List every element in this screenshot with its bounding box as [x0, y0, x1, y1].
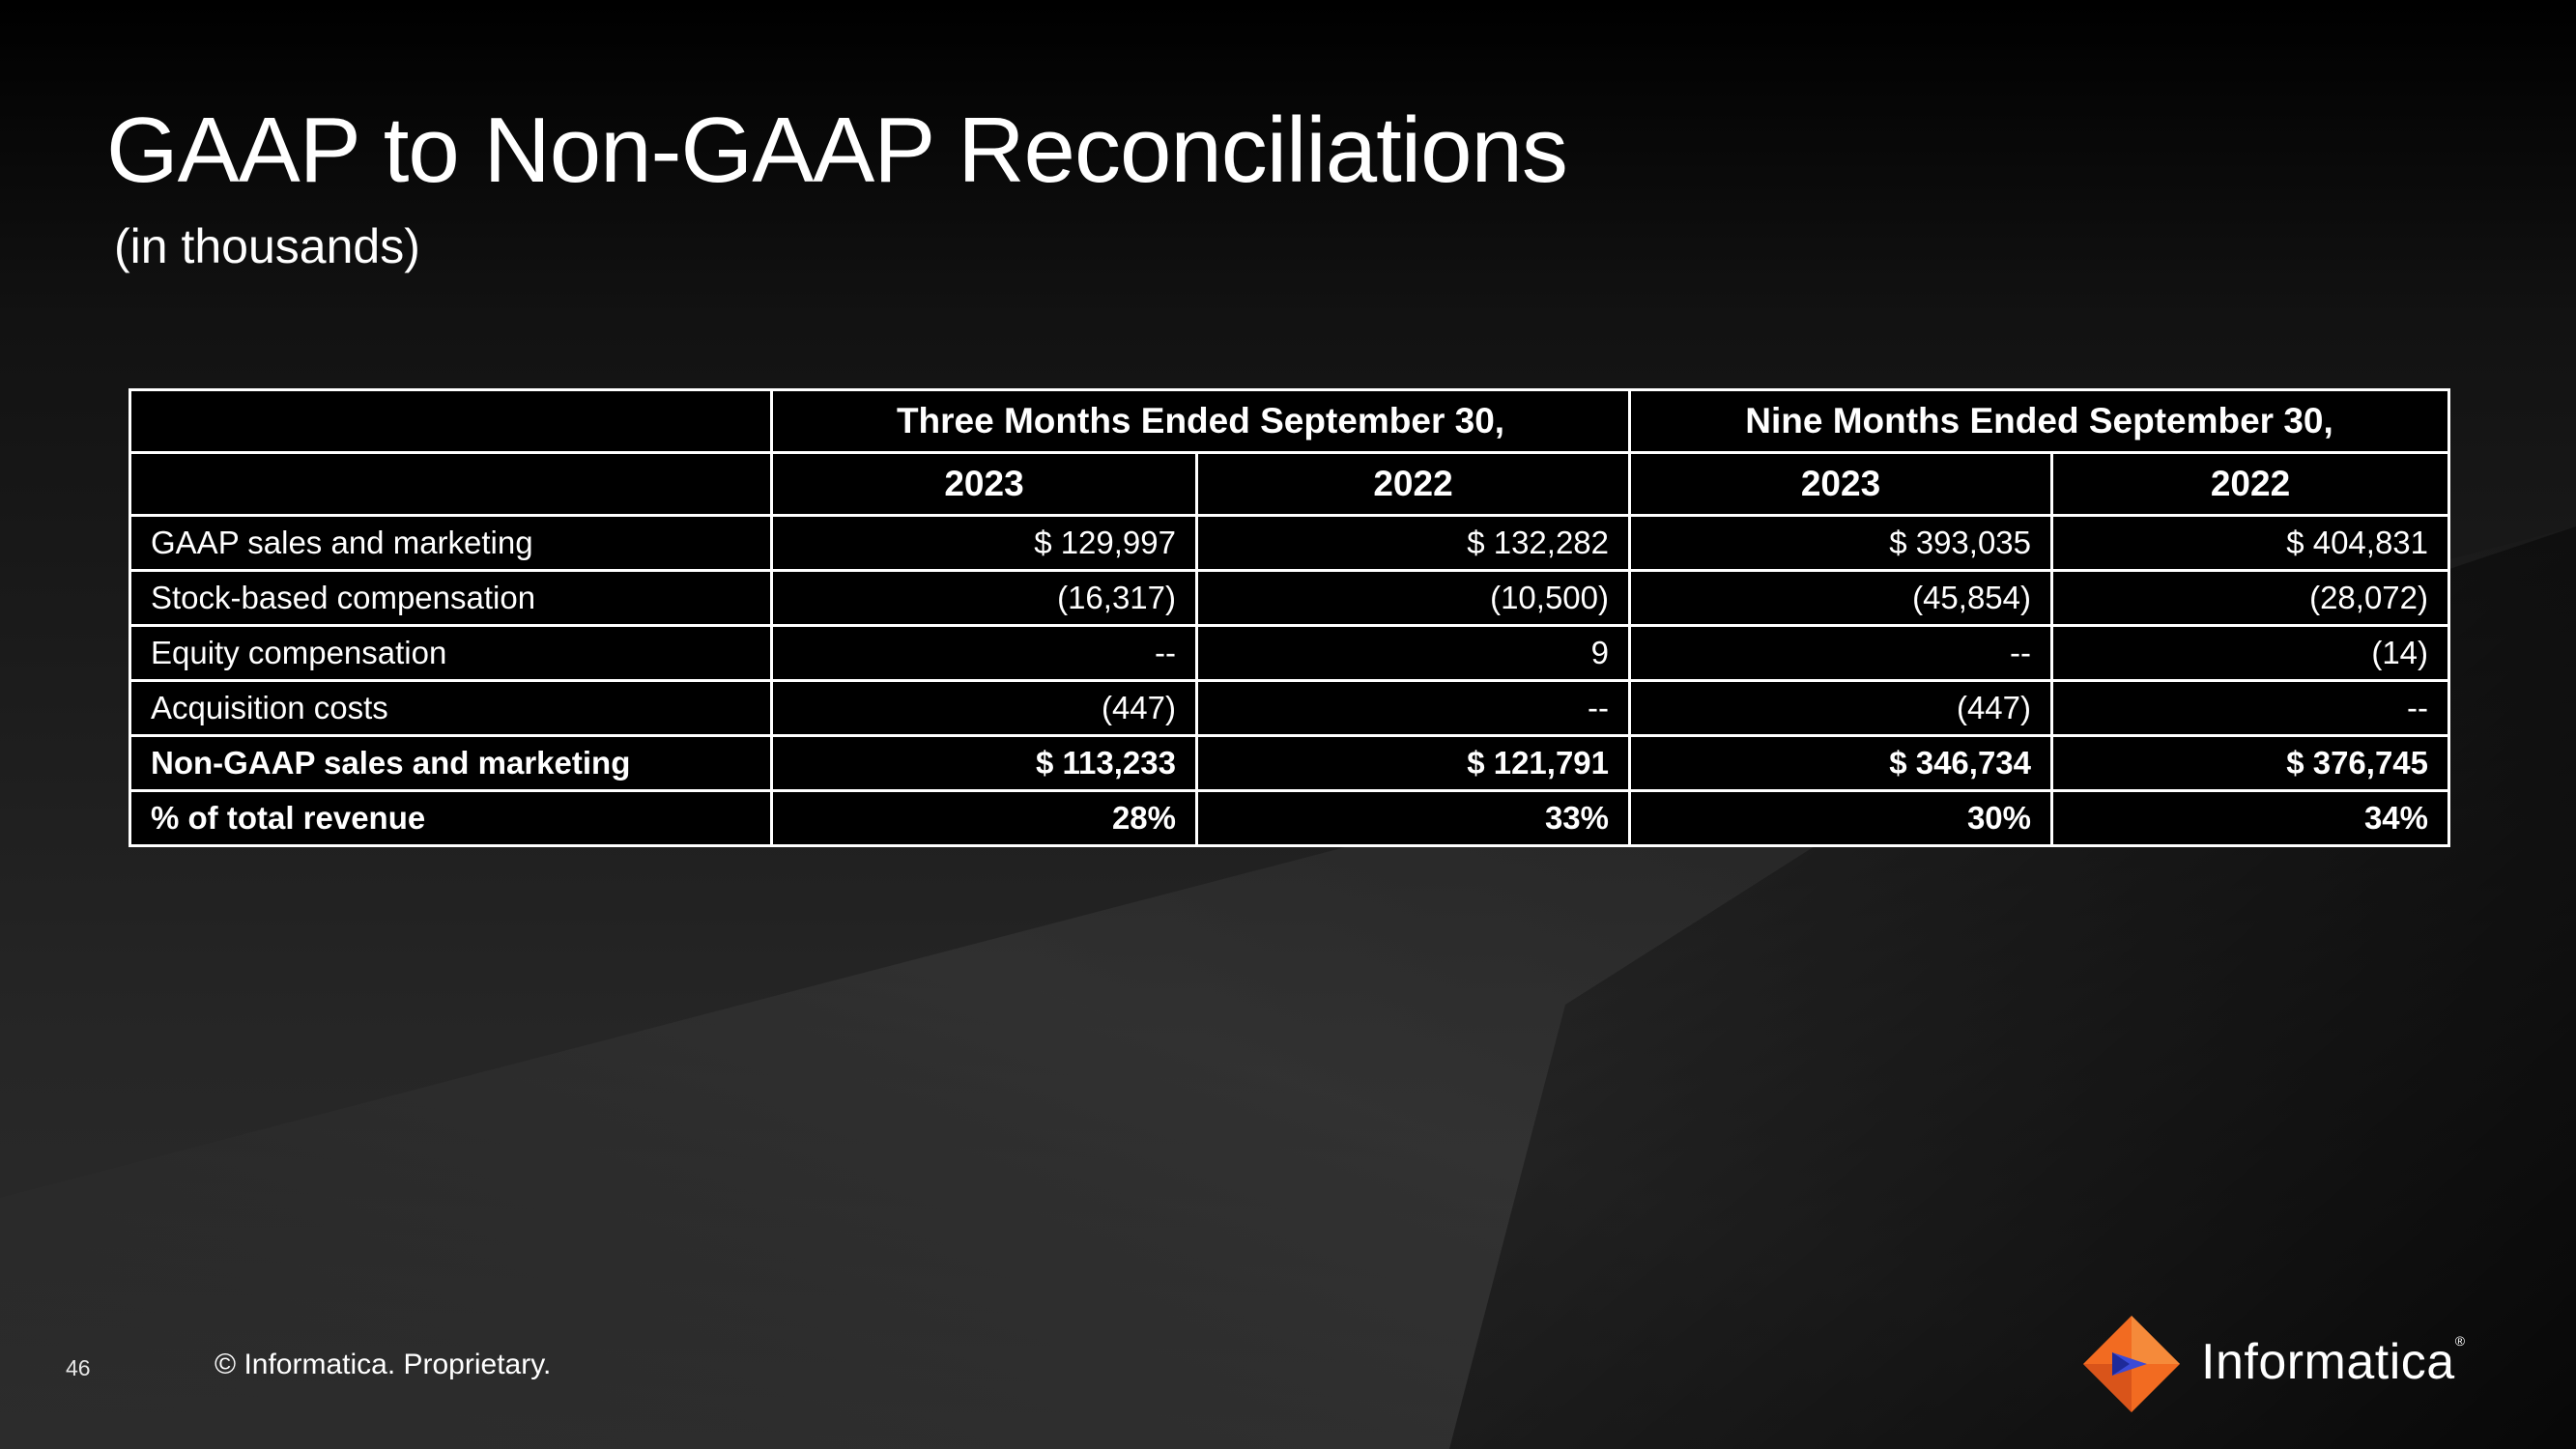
row-label: Acquisition costs — [130, 681, 772, 736]
row-value: (14) — [2052, 626, 2449, 681]
registered-mark: ® — [2454, 1333, 2466, 1349]
row-label: Stock-based compensation — [130, 571, 772, 626]
row-value: $ 346,734 — [1630, 736, 2052, 791]
year-header-empty-cell — [130, 453, 772, 516]
row-label: Equity compensation — [130, 626, 772, 681]
row-value: -- — [2052, 681, 2449, 736]
table-row — [130, 681, 2449, 736]
row-value: (10,500) — [1197, 571, 1630, 626]
row-label: GAAP sales and marketing — [130, 516, 772, 571]
row-value: (447) — [772, 681, 1197, 736]
year-header: 2023 — [1630, 453, 2052, 516]
header-empty-cell — [130, 390, 772, 453]
row-value: $ 404,831 — [2052, 516, 2449, 571]
copyright-notice: © Informatica. Proprietary. — [215, 1349, 552, 1380]
brand-name: Informatica — [2201, 1334, 2455, 1390]
row-value: -- — [1630, 626, 2052, 681]
row-value: 30% — [1630, 791, 2052, 846]
row-label: % of total revenue — [130, 791, 772, 846]
row-value: 34% — [2052, 791, 2449, 846]
row-value: -- — [1197, 681, 1630, 736]
brand-logo — [2083, 1316, 2470, 1412]
table-row-percent — [130, 791, 2449, 846]
three-months-header: Three Months Ended September 30, — [772, 390, 1630, 453]
row-value: 9 — [1197, 626, 1630, 681]
informatica-logo-icon — [2083, 1316, 2180, 1412]
page-subtitle: (in thousands) — [114, 219, 420, 273]
year-header: 2022 — [2052, 453, 2449, 516]
table-row — [130, 571, 2449, 626]
reconciliation-table-container — [129, 388, 2447, 847]
year-header-row — [130, 453, 2449, 516]
table-row-total — [130, 736, 2449, 791]
page-title: GAAP to Non-GAAP Reconciliations — [106, 99, 1567, 202]
row-value: (45,854) — [1630, 571, 2052, 626]
nine-months-header: Nine Months Ended September 30, — [1630, 390, 2449, 453]
reconciliation-table — [129, 388, 2450, 847]
row-value: $ 129,997 — [772, 516, 1197, 571]
row-value: $ 121,791 — [1197, 736, 1630, 791]
row-value: $ 376,745 — [2052, 736, 2449, 791]
row-label: Non-GAAP sales and marketing — [130, 736, 772, 791]
year-header: 2023 — [772, 453, 1197, 516]
row-value: (447) — [1630, 681, 2052, 736]
row-value: 33% — [1197, 791, 1630, 846]
page-number: 46 — [66, 1355, 91, 1380]
row-value: (16,317) — [772, 571, 1197, 626]
year-header: 2022 — [1197, 453, 1630, 516]
table-row — [130, 516, 2449, 571]
row-value: $ 393,035 — [1630, 516, 2052, 571]
row-value: -- — [772, 626, 1197, 681]
row-value: $ 132,282 — [1197, 516, 1630, 571]
table-row — [130, 626, 2449, 681]
period-header-row — [130, 390, 2449, 453]
row-value: $ 113,233 — [772, 736, 1197, 791]
row-value: (28,072) — [2052, 571, 2449, 626]
row-value: 28% — [772, 791, 1197, 846]
